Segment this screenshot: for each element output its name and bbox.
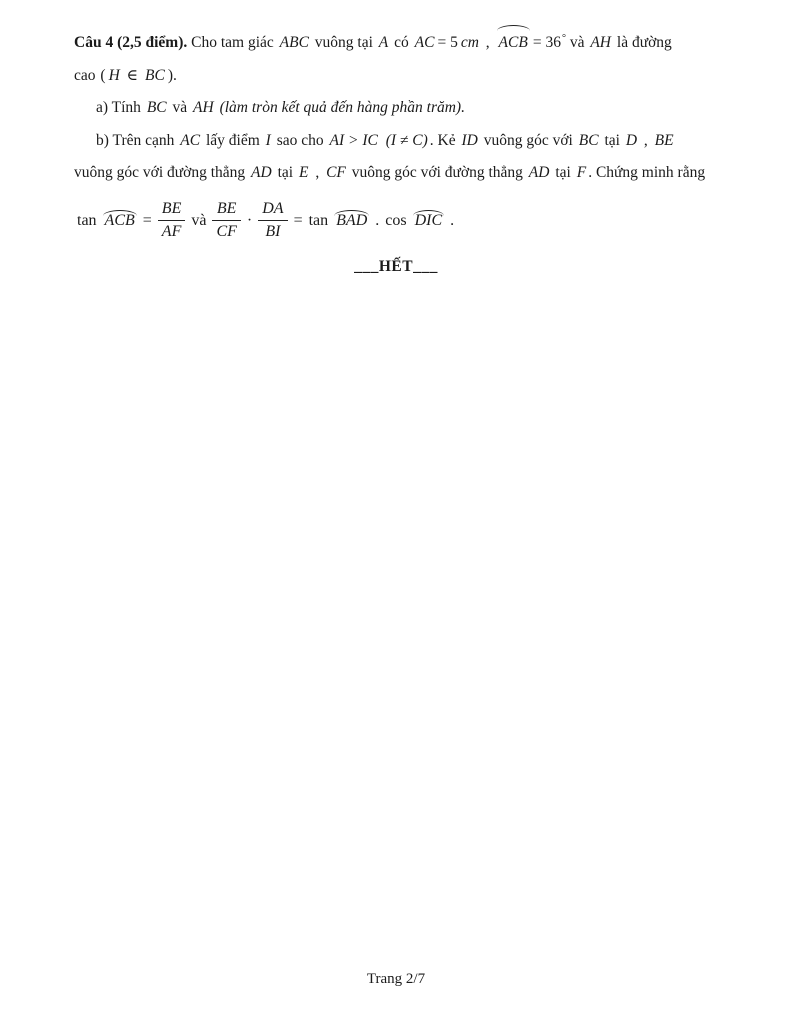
tan-operator: tan	[77, 211, 97, 229]
text-segment: có	[394, 34, 409, 51]
math-angle-bad: BAD	[336, 212, 368, 229]
equals-sign: =	[293, 211, 303, 229]
item-b-marker: b)	[96, 131, 109, 149]
fraction-be-af	[158, 200, 186, 242]
fraction-denominator: CF	[216, 223, 237, 240]
cos-operator: cos	[385, 211, 407, 229]
text-segment: tại	[604, 131, 620, 149]
math-inequality: AI > IC	[329, 131, 378, 149]
math-bc: BC	[146, 99, 167, 116]
rounding-note: (làm tròn kết quả đến hàng phần trăm).	[219, 99, 465, 116]
degree-symbol: °	[561, 32, 566, 44]
math-side-bc: BC	[145, 66, 165, 84]
text-segment: . Chứng minh rằng	[588, 164, 706, 181]
math-be: BE	[654, 131, 674, 149]
math-equals-degrees: = 36	[532, 34, 561, 51]
comma: ,	[485, 34, 490, 51]
fraction-numerator: BE	[158, 200, 186, 221]
multiplication-dot: ·	[246, 211, 253, 229]
math-angle-dic: DIC	[414, 212, 443, 229]
item-a	[74, 92, 718, 125]
comma: ,	[643, 131, 648, 149]
math-equals-value: = 5	[437, 34, 458, 51]
text-va: và	[191, 211, 207, 229]
text-segment: vuông góc với đường thẳng	[351, 164, 523, 181]
text-segment: cao	[74, 66, 96, 84]
open-paren: (	[100, 66, 106, 84]
text-segment: Cho tam giác	[191, 34, 274, 51]
question-4-block	[74, 26, 718, 276]
math-cf: CF	[326, 164, 346, 181]
element-of-symbol: ∈	[126, 66, 139, 84]
item-b	[74, 125, 718, 158]
math-point-h: H	[108, 66, 120, 84]
math-unit: cm	[460, 34, 479, 51]
math-vertex: A	[378, 34, 389, 51]
math-point-e: E	[298, 164, 309, 181]
text-segment: tại	[555, 164, 571, 181]
math-bc: BC	[578, 131, 599, 149]
math-angle-acb: ACB	[104, 212, 135, 229]
math-point-i: I	[265, 131, 271, 149]
text-segment: Trên cạnh	[112, 131, 175, 149]
equals-sign: =	[142, 211, 152, 229]
math-id: ID	[461, 131, 478, 149]
text-segment: vuông góc với	[483, 131, 573, 149]
statement-line-1	[74, 26, 718, 60]
text-segment: là đường	[616, 34, 672, 51]
math-triangle-name: ABC	[279, 34, 309, 51]
comma: ,	[315, 164, 320, 181]
text-segment: . Kẻ	[429, 131, 456, 149]
math-condition: (I ≠ C)	[385, 131, 428, 149]
math-ac: AC	[180, 131, 201, 149]
statement-line-2	[74, 60, 718, 93]
close-paren: ).	[167, 66, 177, 84]
math-altitude: AH	[590, 34, 612, 51]
text-segment: sao cho	[276, 131, 324, 149]
fraction-denominator: BI	[265, 223, 281, 240]
end-of-exam-marker: ___HẾT___	[354, 257, 438, 275]
page-footer: Trang 2/7	[366, 971, 426, 987]
fraction-da-bi	[258, 200, 287, 242]
fraction-be-cf	[212, 200, 240, 242]
text-segment: vuông góc với đường thẳng	[74, 164, 246, 181]
text-segment: tại	[277, 164, 294, 181]
proof-formula	[74, 194, 718, 248]
math-side: AC	[414, 34, 435, 51]
math-ad: AD	[251, 164, 272, 181]
math-ah: AH	[193, 99, 214, 116]
fraction-numerator: DA	[258, 200, 287, 221]
text-segment: vuông tại	[314, 34, 373, 51]
math-point-d: D	[625, 131, 638, 149]
period: .	[375, 211, 380, 229]
text-segment: và	[569, 34, 585, 51]
question-label: Câu 4 (2,5 điểm).	[74, 34, 188, 51]
math-angle-acb: ACB	[497, 26, 530, 60]
text-segment: và	[172, 99, 188, 116]
statement-line-5	[74, 157, 718, 190]
text-segment: Tính	[111, 99, 141, 116]
tan-operator: tan	[308, 211, 329, 229]
fraction-numerator: BE	[212, 200, 240, 221]
period: .	[450, 211, 455, 229]
text-segment: lấy điểm	[205, 131, 260, 149]
item-a-marker: a)	[96, 99, 109, 116]
math-ad: AD	[528, 164, 550, 181]
math-point-f: F	[576, 164, 587, 181]
fraction-denominator: AF	[161, 223, 182, 240]
